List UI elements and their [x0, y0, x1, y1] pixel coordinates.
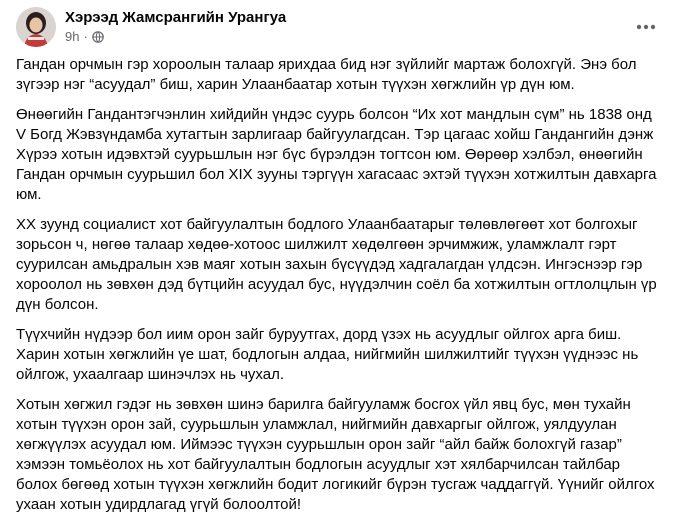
- post-time[interactable]: 9h: [65, 29, 80, 44]
- post-paragraph: Түүхчийн нүдээр бол иим орон зайг буруутгах, дорд үзэх нь асуудлыг ойлгох арга биш. Харин хотын хөгжлийн үе шат, бодлогын алдаа, нийгмийн шилжилтийг түүхэн үүднээс нь ойлгож, ухаалгаар шинэчлэх нь чухал.: [16, 326, 639, 383]
- post-paragraph: Өнөөгийн Гандантэгчэнлин хийдийн үндэс суурь болсон “Их хот мандлын сүм” нь 1838 онд V Богд Жэвзүндамба хутагтын зарлигаар байгуулагдсан. Тэр цагаас хойш Гандангийн дэнж Хүрээ хотын идэвхтэй суурьшлын нэг бүс бүрэлдэн тогтсон юм. Өөрөөр хэлбэл, өнөөгийн Гандан орчмын суурьшил бол XIX зууны тэргүүн хагасаас эхтэй түүхэн хотжилтын давхарга юм.: [16, 106, 657, 203]
- author-name[interactable]: Хэрээд Жамсрангийн Урангуа: [65, 9, 287, 26]
- post-paragraph: Гандан орчмын гэр хороолын талаар ярихдаа бид нэг зүйлийг мартаж болохгүй. Энэ бол зүгээр нэг “асуудал” биш, харин Улаанбаатар хотын түүхэн хөгжлийн үр дүн юм.: [16, 56, 637, 93]
- avatar-photo: [16, 7, 56, 47]
- post-header: [16, 7, 663, 47]
- post-content: [16, 55, 665, 525]
- meta-separator: ·: [83, 29, 88, 44]
- post-paragraph: XX зуунд социалист хот байгуулалтын бодлого Улаанбаатарыг төлөвлөгөөт хот болгохыг зорьсон ч, нөгөө талаар хөдөө-хотоос шилжилт хөдөлгөөн эрчимжиж, уламжлалт гэрт суурилсан амьдралын хэв маяг хотын захын бүсүүдэд хадгалагдан үлдсэн. Ингэснээр гэр хороолол нь зөвхөн дэд бүтцийн асуудал бус, нүүдэлчин соёл ба хотжилтын огтлолцлын үр дүн болсон.: [16, 216, 657, 313]
- more-options-button[interactable]: [629, 10, 663, 44]
- more-dots-icon: [636, 24, 656, 30]
- globe-icon[interactable]: [92, 31, 104, 43]
- author-avatar[interactable]: [16, 7, 56, 47]
- post-meta: [65, 29, 104, 44]
- post-paragraph: Хотын хөгжил гэдэг нь зөвхөн шинэ барилга байгууламж босгох үйл явц бус, мөн тухайн хотын түүхэн орон зай, суурьшлын уламжлал, нийгмийн давхаргыг ойлгож, уялдуулан хөгжүүлэх асуудал юм. Иймээс түүхэн суурьшлын орон зайг “айл байж болохгүй газар” хэмээн томьёолох нь хот байгуулалтын бодлогын асуудлыг хэт хялбарчилсан тайлбар болох бөгөөд хотын түүхэн хөгжлийн бодит логикийг бүрэн тусгаж чаддаггүй. Үүнийг ойлгох ухаан хотын удирдлагад үгүй болоолтой!: [16, 396, 655, 513]
